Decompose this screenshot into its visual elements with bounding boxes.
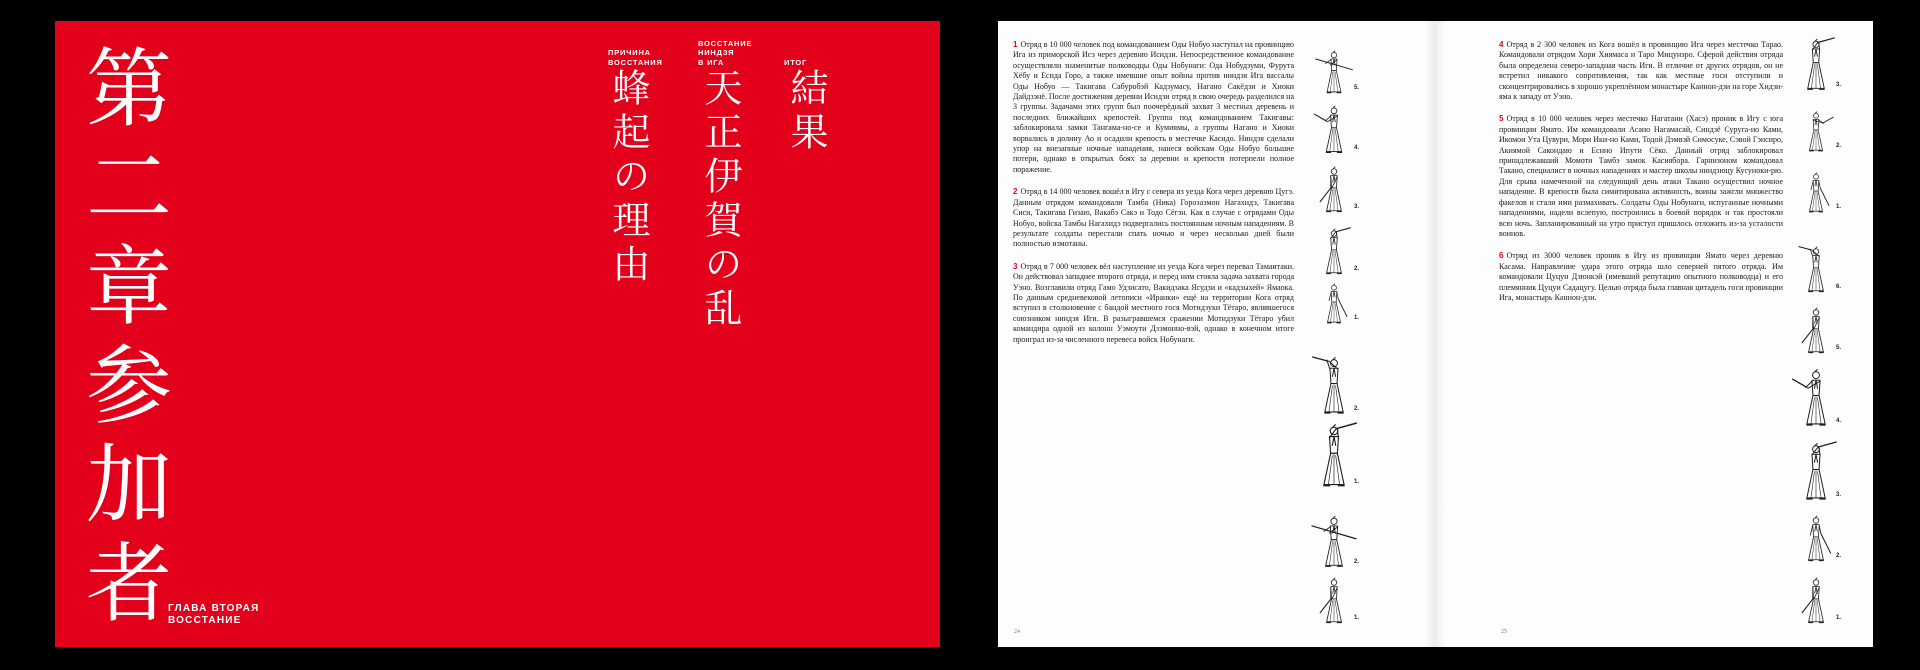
figure-number: 1. (1354, 315, 1360, 321)
paragraph (1499, 251, 1783, 303)
figure-number: 5. (1836, 345, 1842, 351)
page-number-right: 25 (1501, 629, 1507, 635)
figure-number: 1. (1354, 479, 1360, 485)
column-result (784, 21, 854, 361)
right-page-text-column (1499, 40, 1783, 315)
column-title-vertical: 蜂起の理由 (606, 68, 650, 288)
column-header-line: ИТОГ (784, 57, 808, 67)
column-header-line: ПРИЧИНА (608, 48, 651, 57)
left-page-text-column (1013, 40, 1294, 357)
figure-number: 2. (1354, 266, 1360, 272)
figure-number: 2. (1836, 143, 1842, 149)
paragraph-number: 6 (1499, 251, 1504, 261)
column-header (608, 33, 663, 67)
paragraph (1013, 40, 1294, 175)
paragraph-number: 4 (1499, 40, 1504, 49)
figure-number: 1. (1354, 615, 1360, 621)
column-header-line: НИНДЗЯ (698, 48, 735, 57)
paragraph-text: Отряд из 3000 человек проник в Игу из провинции Ямато через деревню Касама. Направление удара этого отряда шло северней пятого отряда. Им командовали Цуцуи Дзюнкэй (имевший репутацию опытного полководца) и его племянник Цуцуи Садацугу. Целью отряда была главная цитадель госи провинции Ига, монастырь Каннон-дзи. (1499, 251, 1783, 302)
figure-number: 2. (1836, 553, 1842, 559)
paragraph (1499, 114, 1783, 239)
figure-number: 3. (1354, 204, 1360, 210)
figure-number: 1. (1836, 615, 1842, 621)
figure-number: 4. (1836, 418, 1842, 424)
chapter-title-page (55, 21, 940, 647)
paragraph-text: Отряд в 7 000 человек вёл наступление из уезда Кога через перевал Тамаитаки. Он действовал западнее второго отряда, и перед ним стояла задача захвата города Уэно. Возглавили отряд Гамо Удзисато, Вакидзака Ясудзи и «кадзыхей» Ямаока. По данным средневековой летописи «Иранки» ещё на территории Кога отряд вступил в столкновение с бандой местного гося Мотидзуки Тётаро, являвшегося союзником ниндзя Иги. В разыгравшемся сражении Мотидзуки Тётаро убил командира одной из колонн Уэмоути Дзэмонно-вэй, однако в конечном итоге проиграл из-за численного перевеса войск Нобунаги. (1013, 261, 1294, 344)
column-iga-uprising (698, 21, 768, 361)
figure-number: 6. (1836, 284, 1842, 290)
column-header-line: В ИГА (698, 57, 725, 67)
paragraph (1013, 262, 1294, 345)
paragraph-text: Отряд в 2 300 человек из Кога вошёл в провинцию Ига через местечко Тарао. Командовали отрядом Хори Хиямаса и Таро Мицунэро. Сферой действия отряда была определена северо-западная часть Иги. В отличие от других отрядов, он не встретил никакого сопротивления, так как местные госи отступили и сконцентрировались в хорошо укреплённом монастыре Каннон-дзи на горе Хидзи-яма к западу от Уэно. (1499, 40, 1783, 102)
figure-number: 3. (1836, 492, 1842, 498)
paragraph-number: 1 (1013, 40, 1018, 49)
column-header-line: ВОССТАНИЯ (608, 57, 663, 67)
paragraph-number: 2 (1013, 187, 1018, 197)
figure-number: 2. (1354, 406, 1360, 412)
column-title-vertical: 結果 (784, 68, 828, 156)
paragraph (1499, 40, 1783, 102)
chapter-title-vertical: 第二章参加者 (71, 43, 171, 637)
paragraph-text: Отряд в 10 000 человек под командованием Оды Нобуо наступал на провинцию Ига из приморской Исэ через деревню Исидзи. Непосредственное командование осуществляли знаменитые полководцы Оды Нобунаги: Ода Нобудзуми, Фурута Хёбу и Есида Горо, а также имевшие опыт войны против ниндзя Ига вассалы Оды Нобуо — Такигава Сабуробэй Кадзумасу, Нагано Сакёдзи и Хиоки Дайдзэнё. После достижения деревни Исидзи отряд в свою очередь разделился на 3 группы. Задачами этих групп был поочерёдный захват 3 местных деревень и последних ближайших крепостей. Группа под командованием Такигавы: заблокировала замки Тангама-но-се и Кумиямы, а группы Нагано и Хиоки ворвались в долину Ао и осадили крепость в местечке Касидо. Ниндзя сделали упор на внезапные ночные нападения, нанеся войскам Оды Нобуо большие потери, однако в открытых боях за деревни и крепости потерпели полное поражение. (1013, 40, 1294, 174)
paragraph (1013, 187, 1294, 249)
figure-number: 3. (1836, 82, 1842, 88)
text-spread (998, 21, 1873, 647)
figure-number: 1. (1836, 204, 1842, 210)
page-number-left: 24 (1014, 629, 1020, 635)
figure-number: 5. (1354, 85, 1360, 91)
chapter-label (168, 603, 259, 627)
page-gutter (1425, 21, 1445, 647)
chapter-label-line: ВОССТАНИЕ (168, 615, 242, 626)
chapter-label-line: ГЛАВА ВТОРАЯ (168, 603, 260, 614)
column-header (784, 33, 807, 67)
column-header (698, 33, 752, 67)
paragraph-text: Отряд в 10 000 человек через местечко Нагатани (Хасэ) проник в Игу с юга провинции Ямато. Им командовали Асано Нагамасай, Синдзё Суруга-но Ками, Икомои Ута Цувури, Мори Ики-но Ками, Тодой Дэмвэй Симосуке, Сэвой Гэнсиро, Акиямой Сакондаю и Есино Ипути Сёко. Данный отряд заблокировал принадлежавший Момоти Тамбэ замок Касиябора. Гарнизоном командовал Такано, специалист в ночных нападениях и мастер школы ниндзюцу Кусуноки-рю. Для срыва намеченной на следующий день атаки Такано осуществил ночное нападение. В крепости была симитирована активность, воины зажгли множество факелов и стали ими размахивать. Солдаты Оды Нобунаги, испуганные ночными нападениями, надели вслепую, построились в боевой порядок и так простояли всю ночь. Запланированный на утро приступ пришлось отложить из-за усталости воинов. (1499, 114, 1783, 238)
paragraph-number: 5 (1499, 114, 1504, 124)
column-title-vertical: 天正伊賀の乱 (698, 68, 742, 332)
figure-number: 4. (1354, 145, 1360, 151)
paragraph-number: 3 (1013, 261, 1018, 271)
figure-number: 2. (1354, 559, 1360, 565)
column-header-line: ВОССТАНИЕ (698, 38, 753, 48)
paragraph-text: Отряд в 14 000 человек вошёл в Игу с севера из уезда Кога через деревню Цугэ. Данным отрядом командовали Тамба (Ника) Горозаэмон Нагахидэ, Такигава Сиси, Такигава Гизаю, Вакабэ Сакэ и Тодо Сёгэн. Как в случае с отрядами Оды Нобуо, войска Тамбы Нагахидэ подвергались постоянным ночным нападениям. В результате солдаты перестали спать ночью и через несколько дней были полностью измотаны. (1013, 187, 1294, 249)
column-uprising-cause (608, 21, 678, 361)
